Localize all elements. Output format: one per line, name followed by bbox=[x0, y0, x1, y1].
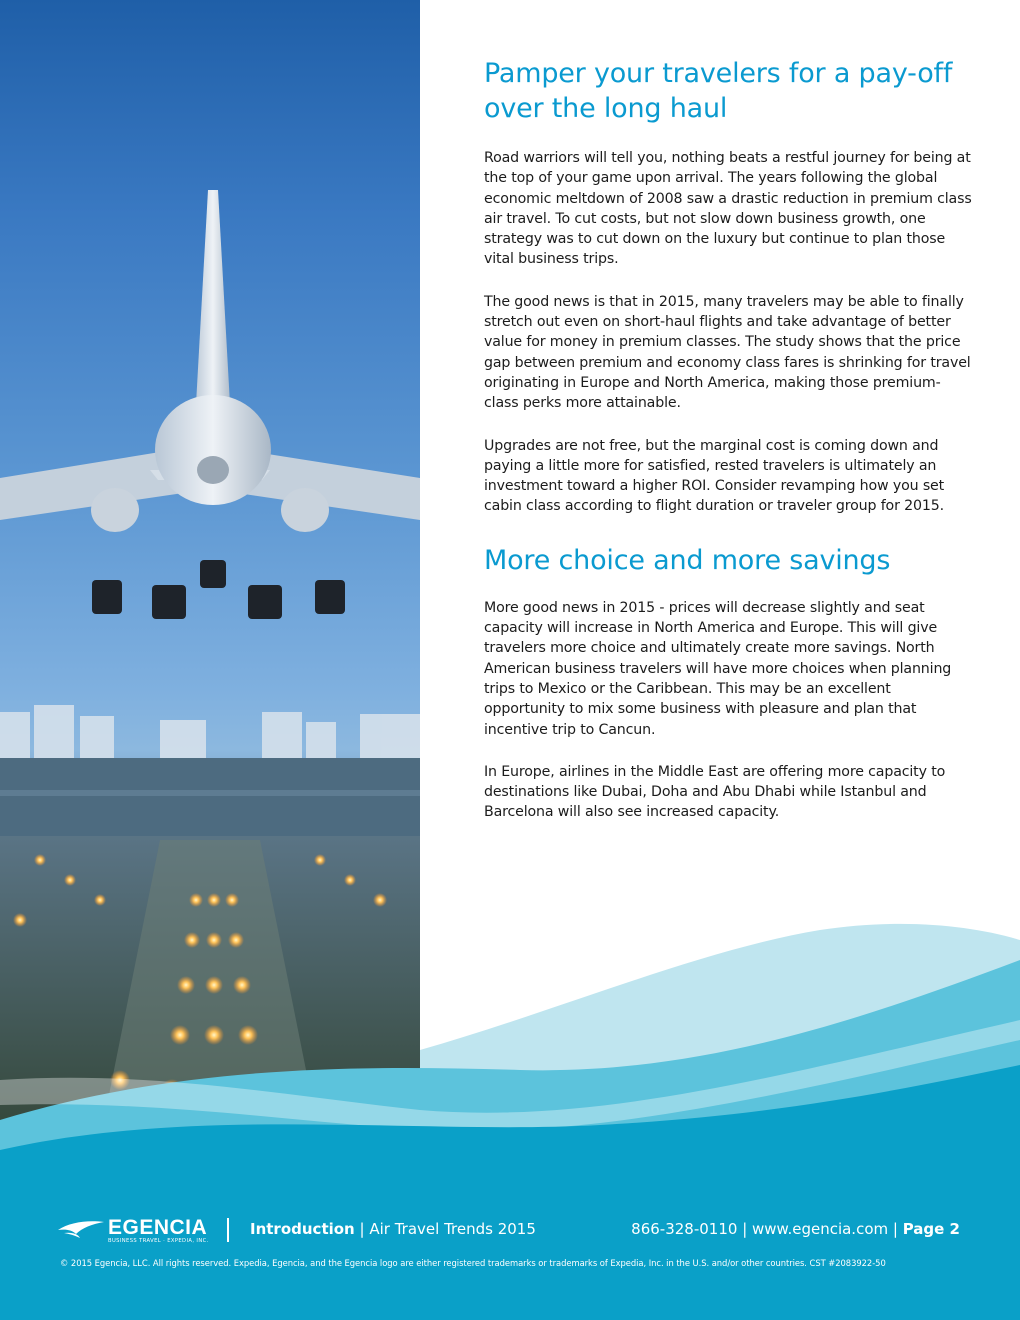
paragraph: In Europe, airlines in the Middle East are offering more capacity to destinations like Dubai, Doha and Abu Dhabi while Istanbul and Barcelona will also see increased capacity. bbox=[484, 763, 946, 821]
section-heading-more-choice: More choice and more savings bbox=[484, 544, 891, 576]
paragraph: More good news in 2015 - prices will decrease slightly and seat capacity will increase in North America and Europe. This will give travelers more choice and ultimately create more savings. North American business travelers will have more choices when planning trips to Mexico or the Caribbean. This may be an excellent opportunity to mix some business with pleasure and plan that incentive trip to Cancun. bbox=[484, 599, 952, 738]
separator: | bbox=[737, 1220, 753, 1238]
website-link[interactable]: www.egencia.com bbox=[752, 1220, 889, 1238]
phone-number: 866-328-0110 bbox=[631, 1220, 738, 1238]
paragraph: Upgrades are not free, but the marginal cost is coming down and paying a little more for satisfied, rested travelers is ultimately an investment toward a higher ROI. Consider revamping how you set cabin class according to flight duration or traveler group for 2015. bbox=[484, 437, 945, 515]
document-title: Air Travel Trends 2015 bbox=[369, 1220, 536, 1238]
footer-section-title bbox=[250, 1220, 536, 1238]
logo-wordmark: EGENCIA bbox=[108, 1216, 208, 1239]
footer-divider bbox=[227, 1218, 229, 1242]
separator: | bbox=[354, 1220, 370, 1238]
legal-notice: © 2015 Egencia, LLC. All rights reserved. Expedia, Egencia, and the Egencia logo are either registered trademarks or trademarks of Expedia, Inc. in the U.S. and/or other countries. CST #2083922-50 bbox=[60, 1258, 886, 1268]
page-footer bbox=[0, 1212, 1020, 1252]
paragraph: The good news is that in 2015, many travelers may be able to finally stretch out even on short-haul flights and take advantage of better value for money in premium classes. The study shows that the price gap between premium and economy class fares is shrinking for travel originating in Europe and North America, making those premium-class perks more attainable. bbox=[484, 293, 971, 412]
logo-tagline: BUSINESS TRAVEL · EXPEDIA, INC. bbox=[108, 1238, 209, 1244]
footer-contact bbox=[631, 1220, 960, 1238]
page-number: Page 2 bbox=[902, 1220, 960, 1238]
paragraph: Road warriors will tell you, nothing beats a restful journey for being at the top of your game upon arrival. The years following the global economic meltdown of 2008 saw a drastic reduction in premium class air travel. To cut costs, but not slow down business growth, one strategy was to cut down on the luxury but continue to plan those vital business trips. bbox=[484, 150, 972, 268]
egencia-wing-icon bbox=[58, 1220, 104, 1238]
section-heading-pamper: Pamper your travelers for a pay-off over the long haul bbox=[484, 58, 953, 124]
wave-footer-graphic bbox=[0, 900, 1020, 1320]
separator: | bbox=[888, 1220, 903, 1238]
egencia-logo bbox=[58, 1216, 218, 1252]
section-name: Introduction bbox=[250, 1220, 355, 1238]
article-content bbox=[484, 56, 974, 845]
